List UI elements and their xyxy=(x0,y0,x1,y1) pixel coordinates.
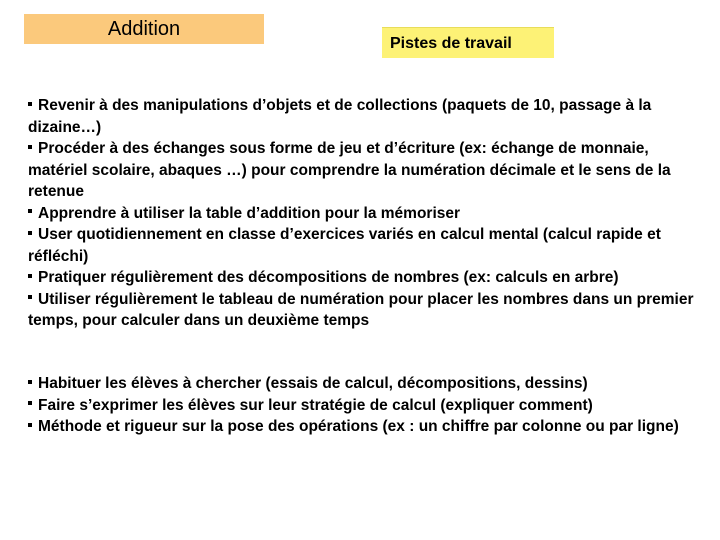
bullet-item xyxy=(28,289,696,332)
bullet-list-strategies xyxy=(28,373,696,438)
bullet-item xyxy=(28,203,696,225)
bullet-square-icon xyxy=(28,380,32,384)
bullet-text: Apprendre à utiliser la table d’addition pour la mémoriser xyxy=(38,204,461,222)
bullet-item xyxy=(28,267,696,289)
bullet-square-icon xyxy=(28,274,32,278)
bullet-item xyxy=(28,416,696,438)
bullet-square-icon xyxy=(28,423,32,427)
bullet-item xyxy=(28,95,696,138)
bullet-text: Procéder à des échanges sous forme de jeu et d’écriture (ex: échange de monnaie, matériel scolaire, abaques …) pour comprendre la numération décimale et le sens de la retenue xyxy=(28,140,671,200)
bullet-text: Méthode et rigueur sur la pose des opérations (ex : un chiffre par colonne ou par ligne) xyxy=(38,418,679,435)
bullet-square-icon xyxy=(28,145,32,149)
bullet-square-icon xyxy=(28,295,32,299)
bullet-text: Habituer les élèves à chercher (essais de calcul, décompositions, dessins) xyxy=(38,375,588,392)
bullet-text: Revenir à des manipulations d’objets et de collections (paquets de 10, passage à la dizaine…) xyxy=(28,97,652,136)
page-title: Addition xyxy=(24,14,264,44)
bullet-square-icon xyxy=(28,209,32,213)
bullet-item xyxy=(28,373,696,395)
section-subtitle: Pistes de travail xyxy=(382,27,554,58)
bullet-text: Faire s’exprimer les élèves sur leur stratégie de calcul (expliquer comment) xyxy=(38,396,593,414)
bullet-text: Utiliser régulièrement le tableau de numération pour placer les nombres dans un premier temps, pour calculer dans un deuxième temps xyxy=(28,290,694,329)
bullet-item xyxy=(28,395,696,417)
bullet-item xyxy=(28,224,696,267)
bullet-text: Pratiquer régulièrement des décompositions de nombres (ex: calculs en arbre) xyxy=(38,269,619,286)
bullet-square-icon xyxy=(28,231,32,235)
bullet-item xyxy=(28,138,696,203)
bullet-list-practices xyxy=(28,95,696,332)
bullet-square-icon xyxy=(28,401,32,405)
bullet-text: User quotidiennement en classe d’exercices variés en calcul mental (calcul rapide et réfléchi) xyxy=(28,226,661,265)
bullet-square-icon xyxy=(28,102,32,106)
